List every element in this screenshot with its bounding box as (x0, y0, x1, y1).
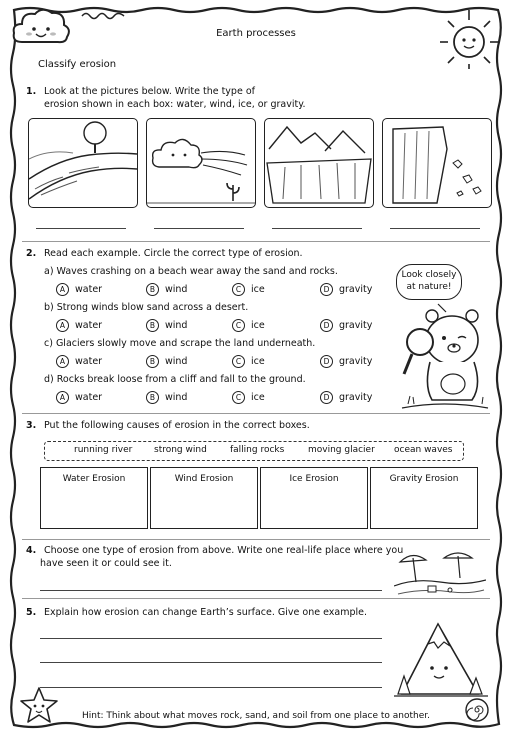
spiral-shell-icon (462, 696, 492, 724)
wind-erosion-box[interactable]: Wind Erosion (150, 467, 258, 529)
answer-line-4[interactable] (390, 228, 480, 229)
option-a-water[interactable]: A water (56, 283, 102, 296)
option-c-wind[interactable]: B wind (146, 355, 187, 368)
option-b-gravity[interactable]: D gravity (320, 319, 372, 332)
divider (22, 598, 490, 599)
answer-line-2[interactable] (154, 228, 244, 229)
option-c-ice[interactable]: C ice (232, 355, 265, 368)
question-2b-text: b) Strong winds blow sand across a desert. (44, 302, 249, 313)
word-bank-item[interactable]: running river (74, 445, 133, 455)
water-erosion-box[interactable]: Water Erosion (40, 467, 148, 529)
question-4-line-2: have seen it or could see it. (40, 558, 172, 569)
word-bank-item[interactable]: strong wind (154, 445, 207, 455)
option-c-gravity[interactable]: D gravity (320, 355, 372, 368)
option-b-water[interactable]: A water (56, 319, 102, 332)
question-2c-text: c) Glaciers slowly move and scrape the land underneath. (44, 338, 316, 349)
option-d-water[interactable]: A water (56, 391, 102, 404)
question-4-line-1: Choose one type of erosion from above. Write one real-life place where you (44, 545, 404, 556)
speech-bubble: Look closely at nature! (396, 264, 462, 300)
river-picture-box (28, 118, 138, 208)
cliff-picture-box (382, 118, 492, 208)
question-3-prompt: Put the following causes of erosion in the correct boxes. (44, 420, 310, 431)
answer-line[interactable] (40, 687, 382, 688)
divider (22, 539, 490, 540)
option-a-gravity[interactable]: D gravity (320, 283, 372, 296)
answer-line-3[interactable] (272, 228, 362, 229)
gravity-erosion-box[interactable]: Gravity Erosion (370, 467, 478, 529)
word-bank-item[interactable]: falling rocks (230, 445, 285, 455)
question-1-line-1: Look at the pictures below. Write the type of (44, 86, 255, 97)
question-1-number: 1. (26, 86, 37, 97)
bear-with-magnifier-icon (398, 300, 490, 412)
word-bank-item[interactable]: moving glacier (308, 445, 375, 455)
glacier-icon (265, 119, 373, 207)
question-5-prompt: Explain how erosion can change Earth’s surface. Give one example. (44, 607, 367, 618)
question-2d-text: d) Rocks break loose from a cliff and fall to the ground. (44, 374, 306, 385)
page-title: Earth processes (216, 28, 296, 39)
question-2-prompt: Read each example. Circle the correct type of erosion. (44, 248, 303, 259)
question-1-line-2: erosion shown in each box: water, wind, ice, or gravity. (44, 99, 306, 110)
wind-picture-box (146, 118, 256, 208)
question-2-number: 2. (26, 248, 37, 259)
divider (22, 413, 490, 414)
question-2a-text: a) Waves crashing on a beach wear away the sand and rocks. (44, 266, 338, 277)
answer-line[interactable] (40, 638, 382, 639)
cliff-rockfall-icon (383, 119, 491, 207)
divider (22, 241, 490, 242)
option-b-wind[interactable]: B wind (146, 319, 187, 332)
smiling-cloud-icon (10, 4, 72, 50)
option-a-ice[interactable]: C ice (232, 283, 265, 296)
answer-line-1[interactable] (36, 228, 126, 229)
smiling-mountain-icon (394, 614, 488, 700)
section-title: Classify erosion (38, 59, 117, 70)
option-d-wind[interactable]: B wind (146, 391, 187, 404)
answer-line[interactable] (40, 662, 382, 663)
glacier-picture-box (264, 118, 374, 208)
river-icon (29, 119, 137, 207)
option-b-ice[interactable]: C ice (232, 319, 265, 332)
ice-erosion-box[interactable]: Ice Erosion (260, 467, 368, 529)
option-a-wind[interactable]: B wind (146, 283, 187, 296)
option-c-water[interactable]: A water (56, 355, 102, 368)
option-d-gravity[interactable]: D gravity (320, 391, 372, 404)
answer-line[interactable] (40, 590, 382, 591)
question-3-number: 3. (26, 420, 37, 431)
hint-text: Hint: Think about what moves rock, sand, and soil from one place to another. (81, 711, 431, 721)
word-bank-item[interactable]: ocean waves (394, 445, 453, 455)
question-4-number: 4. (26, 545, 37, 556)
option-d-ice[interactable]: C ice (232, 391, 265, 404)
question-5-number: 5. (26, 607, 37, 618)
beach-umbrella-icon (394, 548, 486, 600)
wind-cloud-icon (147, 119, 255, 207)
decorative-swirl-icon (80, 10, 126, 20)
